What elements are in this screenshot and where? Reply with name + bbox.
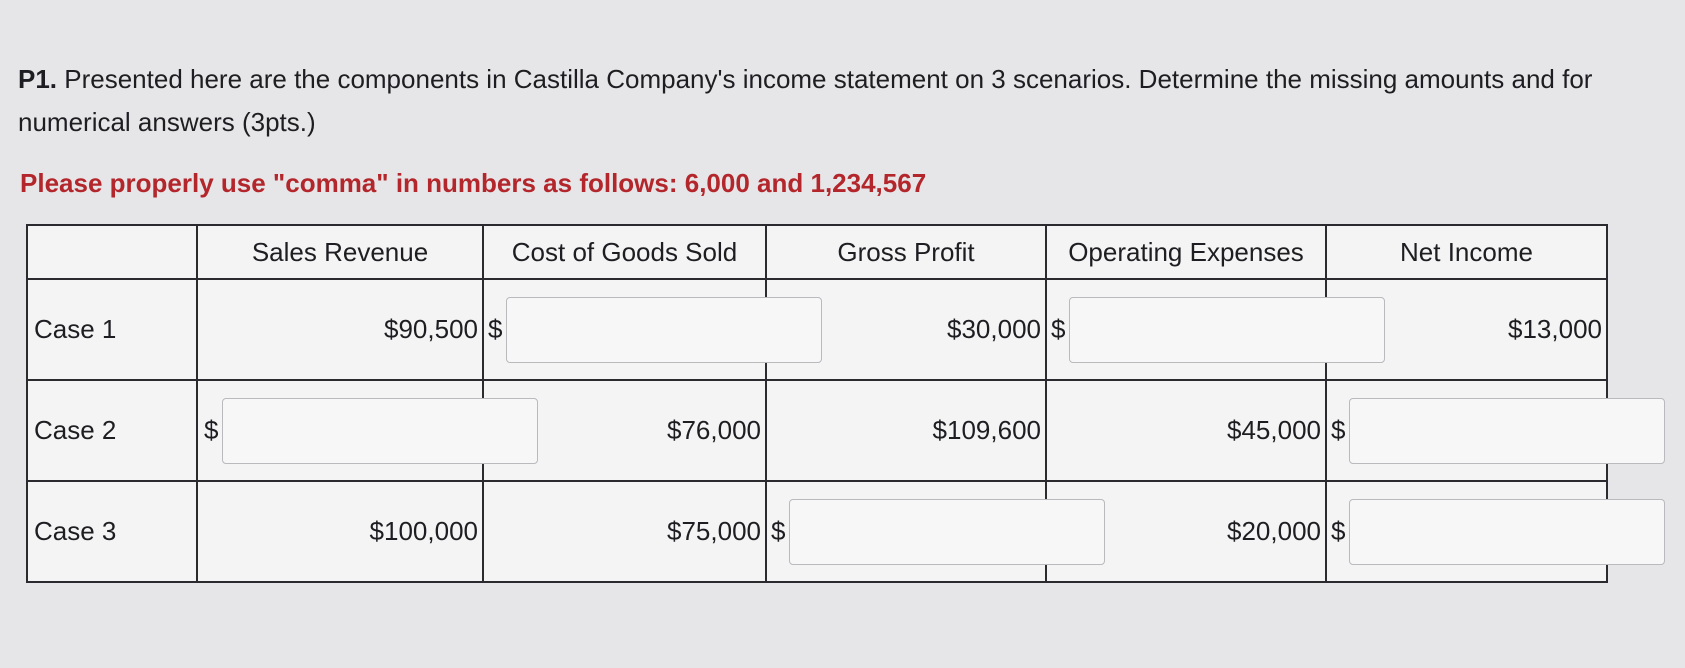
case-1-operating-expenses-input[interactable]: [1069, 297, 1385, 363]
row-label-case-2: Case 2: [27, 380, 197, 481]
question-body: Presented here are the components in Castilla Company's income statement on 3 scenarios. Determine the missing amounts and for numerical answers (3pts.): [18, 64, 1593, 137]
income-statement-table: [26, 224, 1608, 583]
table-row-case-3: [27, 481, 1607, 582]
case-3-net-income-input[interactable]: [1349, 499, 1665, 565]
dollar-sign: $: [1331, 516, 1346, 546]
dollar-sign: $: [488, 314, 503, 344]
case-3-operating-expenses: $20,000: [1046, 481, 1326, 582]
header-gross-profit: Gross Profit: [766, 225, 1046, 279]
header-cost-of-goods-sold: Cost of Goods Sold: [483, 225, 766, 279]
case-2-sales-revenue-input[interactable]: [222, 398, 538, 464]
case-1-operating-expenses-cell: [1046, 279, 1326, 380]
table-row-case-2: [27, 380, 1607, 481]
case-2-net-income-input[interactable]: [1349, 398, 1665, 464]
question-number: P1.: [18, 64, 58, 94]
case-1-sales-revenue: $90,500: [197, 279, 483, 380]
dollar-sign: $: [1051, 314, 1066, 344]
case-3-gross-profit-cell: [766, 481, 1046, 582]
case-2-operating-expenses: $45,000: [1046, 380, 1326, 481]
case-3-net-income-cell: [1326, 481, 1607, 582]
case-3-cost-of-goods-sold: $75,000: [483, 481, 766, 582]
header-sales-revenue: Sales Revenue: [197, 225, 483, 279]
table-row-case-1: [27, 279, 1607, 380]
case-1-gross-profit: $30,000: [766, 279, 1046, 380]
case-3-gross-profit-input[interactable]: [789, 499, 1105, 565]
header-row: [27, 225, 1607, 279]
header-blank: [27, 225, 197, 279]
case-3-sales-revenue: $100,000: [197, 481, 483, 582]
case-2-sales-revenue-cell: [197, 380, 483, 481]
question-text: [18, 58, 1658, 144]
case-1-cost-of-goods-sold-cell: [483, 279, 766, 380]
case-2-net-income-cell: [1326, 380, 1607, 481]
dollar-sign: $: [204, 415, 219, 445]
case-1-cost-of-goods-sold-input[interactable]: [506, 297, 822, 363]
case-2-gross-profit: $109,600: [766, 380, 1046, 481]
comma-instruction: Please properly use "comma" in numbers as follows: 6,000 and 1,234,567: [20, 168, 927, 198]
header-operating-expenses: Operating Expenses: [1046, 225, 1326, 279]
row-label-case-3: Case 3: [27, 481, 197, 582]
case-1-net-income: $13,000: [1326, 279, 1607, 380]
row-label-case-1: Case 1: [27, 279, 197, 380]
header-net-income: Net Income: [1326, 225, 1607, 279]
dollar-sign: $: [1331, 415, 1346, 445]
case-2-cost-of-goods-sold: $76,000: [483, 380, 766, 481]
dollar-sign: $: [771, 516, 786, 546]
